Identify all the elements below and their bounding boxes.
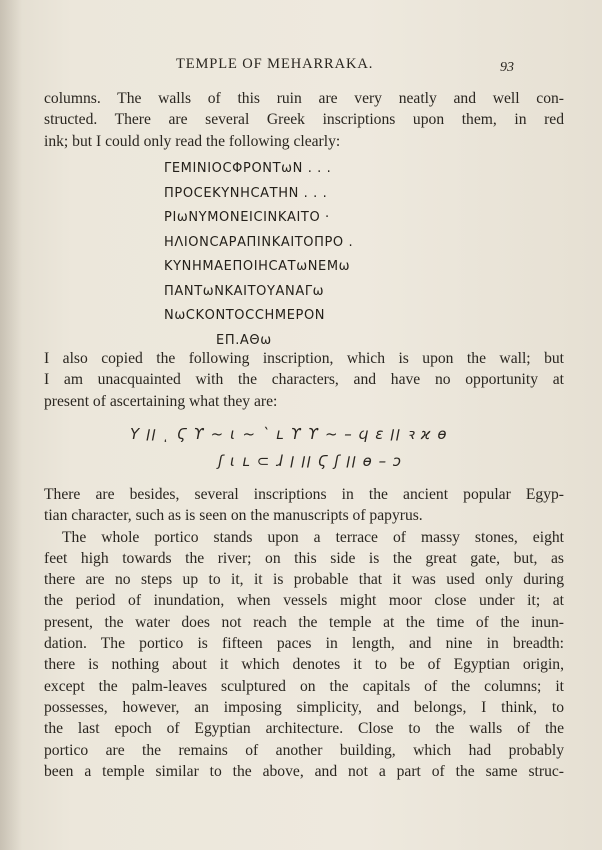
inscription-line: ΠΡΟCΕΚΥΝΗCΑΤΗΝ . . . xyxy=(164,185,328,201)
script-line: ʃ ɩ ʟ ⊂ ɺ ׀׀ ׀ Ϛ ʃ ׀׀ ɵ – ɔ xyxy=(218,452,403,470)
inscription-line: ΝωCΚΟΝΤΟCCΗΜΕΡΟΝ xyxy=(164,308,326,323)
script-line: Υ ׀׀ ͺ Ϛ ϒ ~ ɩ ~ ˋ ʟ ϒ ϒ ~ – ϥ ɛ ׀׀ ꝛ ϰ ɵ xyxy=(130,425,448,443)
text-line: dation. The portico is fifteen paces in length, and nine in breadth: xyxy=(44,635,564,653)
text-line: there is nothing about it which denotes it to be of Egyptian origin, xyxy=(44,656,564,674)
inscription-line: ΠΑΝΤωΝΚΑΙΤΟΥΑΝΑΓω xyxy=(164,283,325,299)
intro-paragraph xyxy=(44,88,564,152)
body-paragraphs xyxy=(44,484,564,782)
inscription-line: ΡΙωΝΥΜΟΝΕΙCΙΝΚΑΙΤΟ · xyxy=(164,210,330,225)
page-number: 93 xyxy=(500,60,514,75)
text-line: the last epoch of Egyptian architecture. Close to the walls of the xyxy=(44,720,564,738)
text-line: been a temple similar to the above, and not a part of the same struc- xyxy=(44,762,564,780)
text-line: possesses, however, an imposing simplicity, and belongs, I think, to xyxy=(44,698,564,716)
text-line: ink; but I could only read the following clearly: xyxy=(44,132,341,150)
running-head-title: TEMPLE OF MEHARRAKA. xyxy=(176,56,374,72)
text-line: feet high towards the river; on this side is the great gate, but, as xyxy=(44,549,564,567)
text-line: I also copied the following inscription, which is upon the wall; but xyxy=(44,350,564,367)
running-head xyxy=(0,56,602,78)
inscription-line: ΓΕΜΙΝΙΟCΦΡΟΝΤωΝ . . . xyxy=(164,161,332,176)
text-line: tian character, such as is seen on the manuscripts of papyrus. xyxy=(44,507,423,525)
text-line: portico are the remains of another building, which had probably xyxy=(44,741,564,759)
text-line: present of ascertaining what they are: xyxy=(44,392,278,410)
greek-inscription xyxy=(164,157,424,353)
text-line: There are besides, several inscriptions in the ancient popular Egyp- xyxy=(44,486,564,503)
inscription-line: ΗΛΙΟΝCΑΡΑΠΙΝΚΑΙΤΟΠΡΟ . xyxy=(164,234,354,250)
text-line: except the palm-leaves sculptured on the capitals of the columns; it xyxy=(44,677,564,695)
inscription-line: ΕΠ.ΑΘω xyxy=(216,332,272,348)
inscription-line: ΚΥΝΗΜΑΕΠΟΙΗCΑΤωΝΕΜω xyxy=(164,259,351,274)
text-line: The whole portico stands upon a terrace of massy stones, eight xyxy=(62,528,564,546)
middle-paragraph xyxy=(44,348,564,412)
text-line: structed. There are several Greek inscriptions upon them, in red xyxy=(44,111,564,129)
text-line: present, the water does not reach the temple at the time of the inun- xyxy=(44,613,564,631)
unknown-script-inscription xyxy=(0,418,602,478)
text-line: I am unacquainted with the characters, and have no opportunity at xyxy=(44,371,564,389)
text-line: columns. The walls of this ruin are very neatly and well con- xyxy=(44,90,564,107)
text-line: the period of inundation, when vessels might moor close under it; at xyxy=(44,592,564,610)
text-line: there are no steps up to it, it is probable that it was used only during xyxy=(44,571,564,589)
